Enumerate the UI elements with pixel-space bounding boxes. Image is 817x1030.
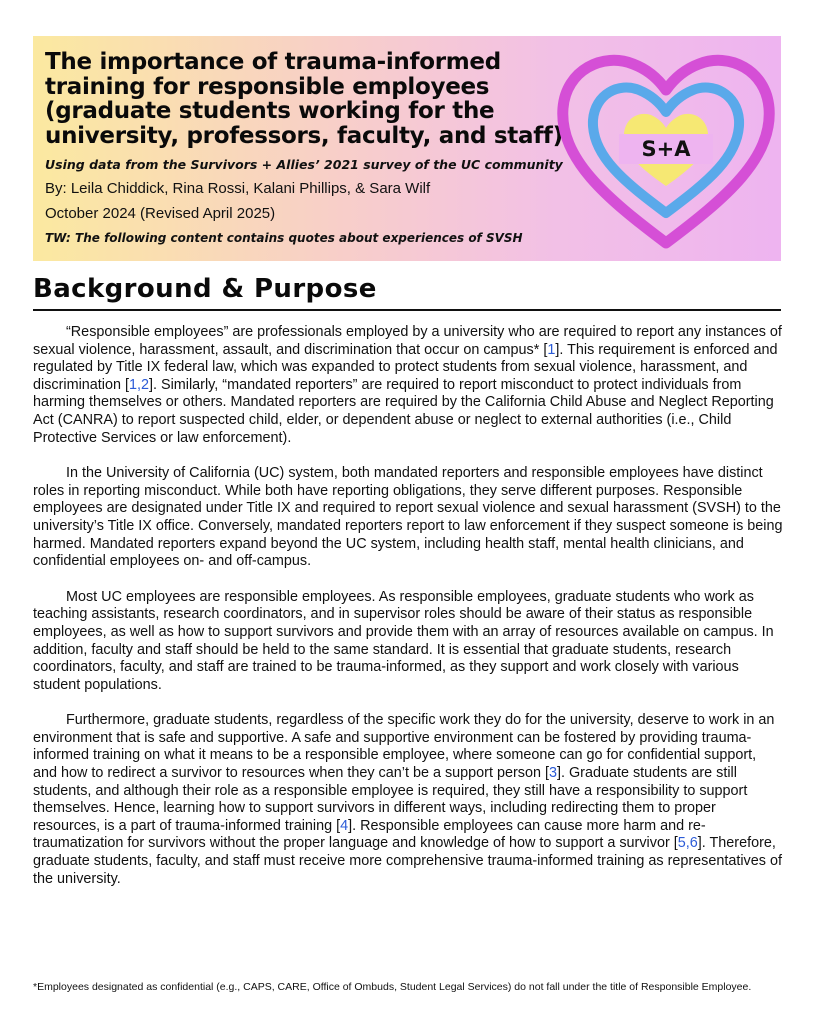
header-text-block <box>45 50 565 245</box>
citation-link[interactable]: 5,6 <box>677 835 698 852</box>
paragraph-1-text-c: ]. Similarly, “mandated reporters” are required to report misconduct to protect individuals from harming themselves or others. Mandated reporters are required by the California Child Abuse and Neglect Reporting Act (CANRA) to report suspected child, elder, or dependent abuse or neglect to external authorities (i.e., Child Protective Services or law enforcement). <box>33 376 774 446</box>
citation-link[interactable]: 1,2 <box>128 376 149 393</box>
paragraph-3: Most UC employees are responsible employees. As responsible employees, graduate students who work as teaching assistants, research coordinators, and in supervisor roles should be aware of their status as responsible employees, as well as how to support survivors and provide them with an array of resources available on campus. In addition, faculty and staff should be held to the same standard. It is essential that graduate students, research coordinators, faculty, and staff are trained to be trauma-informed, as they support and work closely with various student populations. <box>33 588 774 693</box>
paragraph-2: In the University of California (UC) system, both mandated reporters and responsible employees have distinct roles in reporting misconduct. While both have reporting obligations, they serve different purposes. Responsible employees are designated under Title IX and required to report sexual violence and sexual harassment (SVSH) to the university’s Title IX office. Conversely, mandated reporters report to law enforcement if they suspect someone is being harmed. Mandated reporters expand beyond the UC system, including health staff, mental health clinicians, and confidential employees on- and off-campus. <box>33 465 783 570</box>
paragraph-4-text-c: ]. Responsible employees can cause more harm and re-traumatization for survivors without the proper language and knowledge of how to support a survivor [ <box>33 817 706 852</box>
paragraph-1-text-a: “Responsible employees” are professionals employed by a university who are required to report any instances of sexual violence, harassment, assault, and discrimination that occur on campus* [ <box>33 324 782 358</box>
section-title: Background & Purpose <box>33 274 377 304</box>
document-title: The importance of trauma-informed training for responsible employees (graduate students working for the university, professors, faculty, and staff) <box>45 49 563 149</box>
footnote: *Employees designated as confidential (e.g., CAPS, CARE, Office of Ombuds, Student Legal Services) do not fall under the title of Responsible Employee. <box>33 981 752 993</box>
paragraph-4-text-d: ]. Therefore, graduate students, faculty, and staff must receive more comprehensive trauma-informed training as representatives of the university. <box>33 835 782 887</box>
trigger-warning: TW: The following content contains quotes about experiences of SVSH <box>45 231 523 245</box>
logo-label: S+A <box>641 137 691 161</box>
paragraph-1 <box>33 324 783 447</box>
paragraph-4 <box>33 712 783 888</box>
document-subtitle: Using data from the Survivors + Allies’ 2021 survey of the UC community <box>45 157 563 172</box>
author-byline: By: Leila Chiddick, Rina Rossi, Kalani Phillips, & Sara Wilf <box>45 180 431 197</box>
paragraph-1-text-b: ]. This requirement is enforced and regulated by Title IX federal law, which was expanded to protect students from sexual violence, harassment, and discrimination [ <box>33 341 778 393</box>
citation-link[interactable]: 4 <box>340 817 349 834</box>
article-body <box>33 324 783 906</box>
citation-link[interactable]: 1 <box>547 341 556 358</box>
paragraph-4-text-a: Furthermore, graduate students, regardless of the specific work they do for the university, deserve to work in an environment that is safe and supportive. A safe and supportive environment can be fostered by providing trauma-informed training on what it means to be a responsible employee, where someone can go for confidential support, and how to redirect a survivor to resources when they can’t be a support person [ <box>33 712 775 782</box>
publication-date: October 2024 (Revised April 2025) <box>45 205 276 222</box>
survivors-allies-heart-logo <box>551 38 781 258</box>
header-banner <box>33 36 781 261</box>
paragraph-4-text-b: ]. Graduate students are still students, and although their role as a responsible employee is required, they still have a responsibility to support themselves. Hence, learning how to support survivors in different ways, including redirecting them to proper resources, is a part of trauma-informed training [ <box>33 765 748 834</box>
section-divider <box>33 309 781 311</box>
citation-link[interactable]: 3 <box>548 765 557 782</box>
